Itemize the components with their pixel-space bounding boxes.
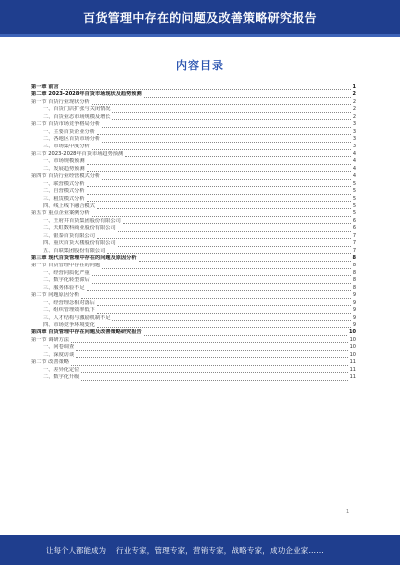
toc-entry-page: 3 [352, 121, 356, 128]
toc-entry-title: 二、各地区百货市场分析 [43, 136, 101, 143]
toc-entry-title: 第二节 问题原因分析 [31, 292, 80, 299]
footer-banner [0, 535, 400, 565]
toc-entry-page: 3 [352, 128, 356, 135]
toc-leader-dots [71, 361, 348, 366]
toc-leader-dots [92, 212, 351, 217]
toc-entry-page: 9 [352, 299, 356, 306]
report-header [0, 0, 400, 34]
toc-entry-title: 第五节 重点企业案例分析 [31, 210, 90, 217]
toc-entry-title: 一、主要百货企业分析 [43, 128, 95, 135]
toc-chapter-entry[interactable] [31, 329, 356, 336]
toc-entry-page: 7 [352, 247, 356, 254]
toc-entry-title: 第三节 2023-2028年百货市场趋势预测 [31, 150, 124, 157]
footer-roles: 行业专家，管理专家，营销专家，战略专家，成功企业家…… [116, 545, 324, 555]
toc-entry-page: 9 [352, 322, 356, 328]
toc-leader-dots [102, 264, 351, 269]
toc-entry-page: 8 [352, 277, 356, 284]
toc-entry-page: 1 [352, 84, 356, 90]
toc-entry-page: 2 [352, 106, 356, 113]
toc-entry[interactable] [31, 129, 356, 136]
toc-entry-title: 一、经营理念相对落后 [43, 299, 95, 306]
toc-leader-dots [87, 160, 351, 165]
toc-leader-dots [81, 376, 347, 381]
toc-entry[interactable] [31, 136, 356, 143]
toc-entry-title: 二、数字化升级 [43, 374, 80, 381]
toc-entry-title: 一、市场规模预测 [43, 158, 85, 165]
toc-entry-title: 三、租赁模式分析 [43, 195, 85, 202]
toc-chapter-entry[interactable] [31, 84, 356, 91]
report-title: 百货管理中存在的问题及改善策略研究报告 [83, 10, 317, 25]
toc-leader-dots [92, 279, 351, 284]
toc-entry[interactable] [31, 106, 356, 113]
toc-entry-page: 10 [349, 344, 356, 351]
toc-chapter-entry[interactable] [31, 91, 356, 98]
toc-leader-dots [112, 115, 350, 120]
toc-entry-page: 3 [352, 136, 356, 143]
toc-entry-page: 8 [352, 269, 356, 276]
toc-entry[interactable] [31, 270, 356, 277]
toc-entry-page: 5 [352, 188, 356, 195]
toc-entry-page: 10 [349, 351, 356, 358]
toc-entry[interactable] [31, 277, 356, 284]
toc-entry-title: 二、自营模式分析 [43, 188, 85, 195]
toc-leader-dots [87, 286, 351, 291]
toc-entry[interactable] [31, 173, 356, 180]
toc-entry-page: 4 [352, 158, 356, 165]
toc-entry-page: 11 [349, 374, 356, 381]
toc-entry[interactable] [31, 263, 356, 270]
toc-entry[interactable] [31, 218, 356, 225]
toc-leader-dots [76, 346, 347, 351]
toc-leader-dots [97, 204, 351, 209]
toc-leader-dots [123, 219, 351, 224]
toc-entry[interactable] [31, 367, 356, 374]
toc-entry-title: 一、经营同质化严重 [43, 269, 90, 276]
toc-entry-page: 5 [352, 203, 356, 209]
toc-entry-title: 第三章 现代百货管理中存在的问题及原因分析 [31, 255, 137, 262]
toc-entry-title: 第一节 百货行业现状分析 [31, 98, 90, 105]
toc-entry-page: 8 [352, 262, 356, 269]
toc-leader-dots [97, 309, 351, 314]
toc-entry[interactable] [31, 210, 356, 217]
toc-entry-page: 9 [352, 292, 356, 299]
toc-entry[interactable] [31, 352, 356, 359]
toc-entry-title: 二、数字化转型滞后 [43, 277, 90, 284]
toc-entry-title: 三、人才结构与激励机制不足 [43, 314, 111, 321]
toc-leader-dots [87, 190, 351, 195]
toc-leader-dots [81, 368, 347, 373]
toc-entry-title: 第一节 调研方法 [31, 336, 69, 343]
toc-entry-page: 11 [349, 359, 356, 366]
toc-entry[interactable] [31, 337, 356, 344]
toc-leader-dots [97, 323, 351, 328]
toc-entry-title: 第二章 2023-2028年百货市场现状及趋势预测 [31, 91, 142, 98]
toc-entry-title: 二、百货业态市场规模及增长 [43, 113, 111, 120]
toc-entry-title: 一、王府井百货集团股份有限公司 [43, 217, 121, 224]
toc-leader-dots [112, 108, 350, 113]
toc-entry[interactable] [31, 300, 356, 307]
toc-entry-page: 8 [352, 284, 356, 291]
toc-entry-page: 5 [352, 210, 356, 217]
table-of-contents [31, 84, 356, 382]
footer-tagline: 让每个人都能成为 [46, 545, 106, 555]
toc-leader-dots [61, 85, 351, 90]
toc-leader-dots [87, 182, 351, 187]
toc-entry-title: 一、百货门店扩张与关闭情况 [43, 106, 111, 113]
toc-entry[interactable] [31, 292, 356, 299]
toc-entry[interactable] [31, 151, 356, 158]
toc-entry-title: 二、深度访谈 [43, 351, 75, 358]
toc-entry[interactable] [31, 374, 356, 381]
toc-entry-title: 五、百联集团股份有限公司 [43, 247, 106, 254]
toc-entry-page: 10 [349, 329, 356, 336]
toc-entry[interactable] [31, 121, 356, 128]
toc-entry-title: 四、重庆百货大楼股份有限公司 [43, 240, 116, 247]
toc-leader-dots [125, 152, 351, 157]
toc-entry[interactable] [31, 203, 356, 210]
toc-entry[interactable] [31, 307, 356, 314]
toc-entry[interactable] [31, 188, 356, 195]
toc-entry-title: 一、问卷调查 [43, 344, 75, 351]
toc-leader-dots [97, 130, 351, 135]
toc-entry-page: 3 [352, 143, 356, 150]
toc-entry-page: 7 [352, 232, 356, 239]
toc-entry[interactable] [31, 114, 356, 121]
toc-entry-page: 2 [352, 91, 356, 98]
header-divider [0, 34, 400, 37]
toc-entry-page: 2 [352, 98, 356, 105]
toc-leader-dots [102, 175, 351, 180]
toc-leader-dots [107, 249, 351, 254]
toc-entry-page: 2 [352, 113, 356, 120]
toc-entry[interactable] [31, 344, 356, 351]
toc-entry[interactable] [31, 144, 356, 151]
toc-leader-dots [118, 227, 351, 232]
toc-entry-page: 9 [352, 314, 356, 321]
toc-entry[interactable] [31, 181, 356, 188]
toc-entry-page: 4 [352, 165, 356, 172]
toc-entry-title: 三、银泰百货有限公司 [43, 232, 95, 239]
toc-entry-title: 第四节 百货行业经营模式分析 [31, 173, 101, 180]
toc-entry-page: 9 [352, 307, 356, 314]
toc-leader-dots [97, 301, 351, 306]
toc-entry[interactable] [31, 315, 356, 322]
toc-entry-page: 6 [352, 225, 356, 232]
toc-entry-title: 第四章 百货管理中存在问题及改善策略研究报告 [31, 329, 142, 336]
toc-leader-dots [71, 338, 348, 343]
toc-entry[interactable] [31, 99, 356, 106]
toc-entry-title: 第一节 百货管理中存在的问题 [31, 262, 101, 269]
toc-entry-title: 四、线上线下融合模式 [43, 203, 95, 209]
toc-entry[interactable] [31, 285, 356, 292]
toc-leader-dots [139, 257, 351, 262]
toc-entry-page: 7 [352, 240, 356, 247]
toc-heading: 内容目录 [176, 59, 224, 72]
toc-entry-page: 4 [352, 150, 356, 157]
toc-entry-title: 一、差异化定位 [43, 366, 80, 373]
toc-entry-title: 三、市场集中度分析 [43, 143, 90, 150]
toc-leader-dots [76, 353, 347, 358]
toc-leader-dots [144, 93, 351, 98]
toc-entry[interactable] [31, 322, 356, 329]
toc-entry-title: 四、市场竞争环境变化 [43, 322, 95, 328]
toc-entry[interactable] [31, 166, 356, 173]
toc-entry-title: 二、天虹数科商业股份有限公司 [43, 225, 116, 232]
toc-entry-page: 5 [352, 180, 356, 187]
toc-entry-title: 二、组织管理效率低下 [43, 307, 95, 314]
toc-leader-dots [97, 234, 351, 239]
toc-entry[interactable] [31, 240, 356, 247]
toc-leader-dots [92, 100, 351, 105]
toc-entry-page: 4 [352, 173, 356, 180]
toc-chapter-entry[interactable] [31, 255, 356, 262]
toc-entry-title: 三、服务体验不足 [43, 284, 85, 291]
toc-entry-title: 第二节 百货市场竞争格局分析 [31, 121, 101, 128]
page-number: 1 [346, 509, 350, 515]
toc-entry-page: 11 [349, 366, 356, 373]
toc-leader-dots [118, 242, 351, 247]
toc-entry-title: 二、发展趋势预测 [43, 165, 85, 172]
toc-leader-dots [102, 123, 351, 128]
toc-leader-dots [144, 331, 347, 336]
toc-leader-dots [81, 294, 350, 299]
toc-entry[interactable] [31, 359, 356, 366]
toc-entry-page: 5 [352, 195, 356, 202]
toc-entry[interactable] [31, 196, 356, 203]
toc-entry[interactable] [31, 233, 356, 240]
toc-leader-dots [87, 167, 351, 172]
toc-entry[interactable] [31, 225, 356, 232]
toc-entry-title: 第一章 前言 [31, 84, 59, 90]
toc-entry[interactable] [31, 248, 356, 255]
toc-leader-dots [92, 145, 351, 150]
toc-leader-dots [92, 271, 351, 276]
toc-entry-page: 8 [352, 255, 356, 262]
toc-leader-dots [102, 138, 351, 143]
toc-entry-title: 第二节 改善策略 [31, 359, 69, 366]
toc-leader-dots [112, 316, 350, 321]
toc-entry-title: 一、联营模式分析 [43, 180, 85, 187]
toc-leader-dots [87, 197, 351, 202]
toc-entry-page: 6 [352, 217, 356, 224]
toc-entry[interactable] [31, 158, 356, 165]
toc-entry-page: 10 [349, 336, 356, 343]
